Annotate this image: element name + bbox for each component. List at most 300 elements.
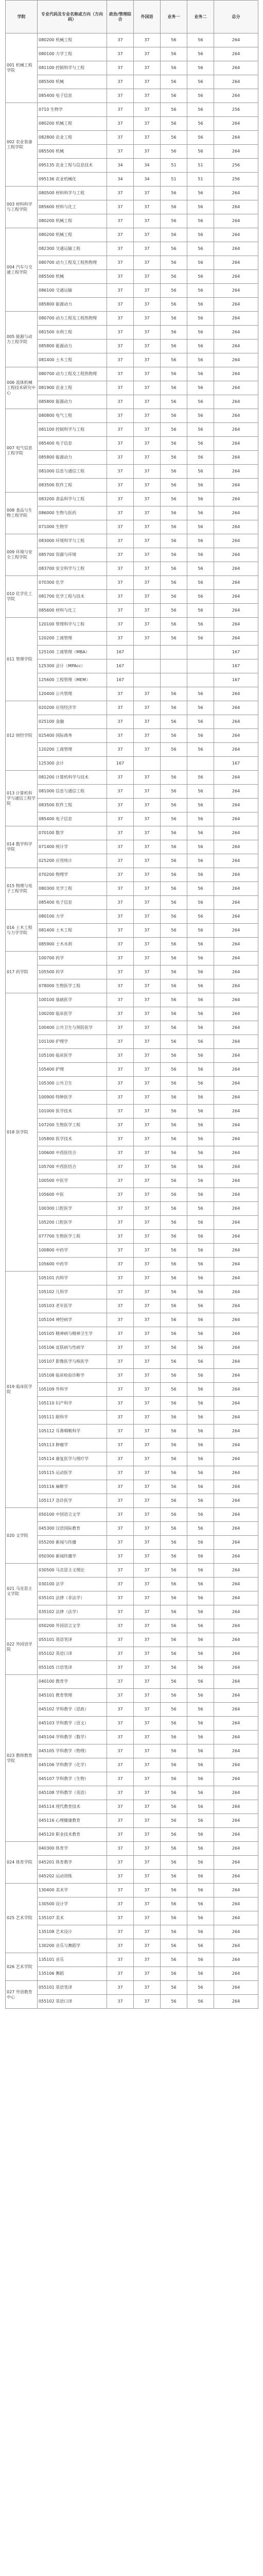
major-name: 085500 机械 (38, 75, 107, 89)
table-row (6, 1967, 258, 1981)
politics-score: 37 (107, 576, 134, 590)
politics-score: 34 (107, 159, 134, 173)
subject-one-score: 56 (161, 1341, 187, 1355)
subject-two-score: 56 (187, 1285, 214, 1299)
total-score: 264 (214, 1717, 258, 1731)
major-name: 105109 外科学 (38, 1383, 107, 1397)
major-name: 045106 学科教学（化学） (38, 1758, 107, 1772)
major-name: 071000 生物学 (38, 520, 107, 534)
total-score: 264 (214, 618, 258, 632)
table-row (6, 89, 258, 103)
politics-score: 167 (107, 659, 134, 673)
foreign-language-score: 37 (134, 1828, 161, 1842)
subject-two-score: 51 (187, 159, 214, 173)
foreign-language-score: 37 (134, 1578, 161, 1591)
table-row (6, 1466, 258, 1480)
total-score: 264 (214, 993, 258, 1007)
subject-one-score: 56 (161, 1897, 187, 1911)
foreign-language-score: 37 (134, 1605, 161, 1619)
major-name: 083700 安全科学与工程 (38, 562, 107, 576)
major-name: 100700 药学 (38, 952, 107, 965)
subject-two-score: 56 (187, 799, 214, 812)
politics-score: 37 (107, 548, 134, 562)
subject-one-score: 56 (161, 1953, 187, 1967)
politics-score: 37 (107, 1160, 134, 1174)
subject-one-score: 56 (161, 868, 187, 882)
major-name: 025200 应用统计 (38, 854, 107, 868)
table-row (6, 882, 258, 896)
table-row (6, 1494, 258, 1508)
politics-score: 37 (107, 1466, 134, 1480)
major-name: 085500 机械 (38, 270, 107, 284)
header-college: 学院 (6, 1, 38, 33)
politics-score: 37 (107, 1258, 134, 1272)
subject-two-score: 56 (187, 1132, 214, 1146)
major-name: 105103 老年医学 (38, 1299, 107, 1313)
subject-two-score: 56 (187, 1884, 214, 1897)
major-name: 081000 信息与通信工程 (38, 785, 107, 799)
subject-one-score: 56 (161, 1758, 187, 1772)
total-score: 264 (214, 61, 258, 75)
table-row (6, 1884, 258, 1897)
politics-score: 37 (107, 117, 134, 131)
subject-one-score: 56 (161, 938, 187, 952)
politics-score: 37 (107, 743, 134, 757)
major-name: 100500 中医学 (38, 1174, 107, 1188)
table-row (6, 771, 258, 785)
subject-one-score: 56 (161, 145, 187, 159)
subject-two-score: 56 (187, 534, 214, 548)
subject-one-score: 56 (161, 1049, 187, 1063)
major-name: 080100 力学工程 (38, 47, 107, 61)
college-name: 017 药学院 (6, 952, 38, 993)
politics-score: 37 (107, 187, 134, 200)
subject-two-score: 56 (187, 1897, 214, 1911)
politics-score: 37 (107, 1035, 134, 1049)
foreign-language-score: 37 (134, 1842, 161, 1856)
total-score: 264 (214, 1355, 258, 1369)
politics-score: 37 (107, 256, 134, 270)
subject-one-score: 56 (161, 61, 187, 75)
subject-two-score: 56 (187, 1814, 214, 1828)
politics-score: 37 (107, 590, 134, 604)
subject-two-score: 56 (187, 1397, 214, 1411)
table-row (6, 576, 258, 590)
subject-two-score: 56 (187, 1925, 214, 1939)
foreign-language-score: 37 (134, 1717, 161, 1731)
major-name: 086000 生物与医药 (38, 506, 107, 520)
politics-score: 37 (107, 785, 134, 799)
table-row (6, 1425, 258, 1438)
subject-two-score: 56 (187, 256, 214, 270)
subject-two-score: 56 (187, 1007, 214, 1021)
politics-score: 37 (107, 1397, 134, 1411)
college-name: 010 化学化工学院 (6, 576, 38, 618)
total-score: 167 (214, 646, 258, 659)
subject-one-score: 56 (161, 1272, 187, 1285)
politics-score: 37 (107, 618, 134, 632)
politics-score: 37 (107, 1063, 134, 1077)
politics-score: 37 (107, 1842, 134, 1856)
subject-one-score: 56 (161, 228, 187, 242)
foreign-language-score: 37 (134, 187, 161, 200)
foreign-language-score: 37 (134, 618, 161, 632)
major-name: 045102 学科教学（思政） (38, 1703, 107, 1717)
total-score: 264 (214, 548, 258, 562)
subject-two-score: 56 (187, 395, 214, 409)
total-score: 256 (214, 103, 258, 117)
foreign-language-score: 37 (134, 520, 161, 534)
total-score: 264 (214, 701, 258, 715)
foreign-language-score: 37 (134, 882, 161, 896)
subject-one-score: 56 (161, 1411, 187, 1425)
politics-score: 37 (107, 1341, 134, 1355)
table-row (6, 896, 258, 910)
table-row (6, 1522, 258, 1536)
subject-two-score: 56 (187, 367, 214, 381)
subject-two-score: 56 (187, 1174, 214, 1188)
politics-score: 37 (107, 1021, 134, 1035)
politics-score: 37 (107, 868, 134, 882)
foreign-language-score: 37 (134, 534, 161, 548)
foreign-language-score: 37 (134, 312, 161, 326)
subject-two-score: 56 (187, 1800, 214, 1814)
table-row (6, 1981, 258, 1995)
subject-one-score: 56 (161, 1925, 187, 1939)
subject-one-score: 56 (161, 1105, 187, 1118)
politics-score: 37 (107, 1411, 134, 1425)
foreign-language-score: 37 (134, 228, 161, 242)
major-name: 045116 心理健康教育 (38, 1814, 107, 1828)
table-row (6, 743, 258, 757)
table-row (6, 1911, 258, 1925)
subject-one-score: 56 (161, 1035, 187, 1049)
foreign-language-score: 37 (134, 1160, 161, 1174)
total-score: 264 (214, 1661, 258, 1675)
subject-two-score: 56 (187, 701, 214, 715)
subject-one-score: 56 (161, 1842, 187, 1856)
total-score: 264 (214, 1105, 258, 1118)
total-score: 264 (214, 1327, 258, 1341)
table-row (6, 1132, 258, 1146)
politics-score: 37 (107, 1522, 134, 1536)
major-name: 050100 中国语言文学 (38, 1508, 107, 1522)
foreign-language-score: 37 (134, 1939, 161, 1953)
table-row (6, 159, 258, 173)
subject-one-score: 56 (161, 1814, 187, 1828)
total-score: 264 (214, 1049, 258, 1063)
subject-two-score: 56 (187, 506, 214, 520)
major-name: 100300 口腔医学 (38, 1202, 107, 1216)
foreign-language-score: 37 (134, 1480, 161, 1494)
total-score: 264 (214, 1021, 258, 1035)
politics-score: 37 (107, 1355, 134, 1369)
subject-two-score: 56 (187, 479, 214, 493)
foreign-language-score: 37 (134, 910, 161, 924)
table-row (6, 854, 258, 868)
major-name: 135107 美术 (38, 1911, 107, 1925)
total-score: 264 (214, 312, 258, 326)
foreign-language-score: 37 (134, 604, 161, 618)
total-score: 264 (214, 423, 258, 437)
subject-two-score: 56 (187, 242, 214, 256)
subject-one-score: 56 (161, 701, 187, 715)
major-name: 080300 光学工程 (38, 882, 107, 896)
college-name: 020 文学院 (6, 1508, 38, 1564)
subject-two-score: 56 (187, 687, 214, 701)
foreign-language-score: 37 (134, 1591, 161, 1605)
foreign-language-score: 37 (134, 409, 161, 423)
politics-score: 167 (107, 757, 134, 771)
subject-two-score: 56 (187, 1021, 214, 1035)
subject-one-score: 56 (161, 1480, 187, 1494)
subject-two-score: 56 (187, 187, 214, 200)
subject-one-score: 56 (161, 1508, 187, 1522)
subject-one-score: 56 (161, 1355, 187, 1369)
total-score: 264 (214, 1438, 258, 1452)
subject-two-score: 56 (187, 1299, 214, 1313)
subject-one-score: 56 (161, 1911, 187, 1925)
header-subject-two: 业务二 (187, 1, 214, 33)
politics-score: 37 (107, 381, 134, 395)
foreign-language-score: 37 (134, 1703, 161, 1717)
table-row (6, 1160, 258, 1174)
table-row (6, 548, 258, 562)
table-row (6, 715, 258, 729)
total-score: 264 (214, 1299, 258, 1313)
politics-score: 37 (107, 131, 134, 145)
foreign-language-score: 34 (134, 173, 161, 187)
foreign-language-score: 37 (134, 145, 161, 159)
subject-one-score: 56 (161, 1731, 187, 1744)
subject-one-score: 56 (161, 1021, 187, 1035)
foreign-language-score: 37 (134, 465, 161, 479)
major-name: 055200 新闻与传播 (38, 1536, 107, 1550)
total-score: 264 (214, 1675, 258, 1689)
table-row (6, 534, 258, 548)
college-name: 006 流体机械工程技术研究中心 (6, 367, 38, 409)
politics-score: 37 (107, 1800, 134, 1814)
subject-one-score: 56 (161, 1146, 187, 1160)
subject-one-score: 56 (161, 1299, 187, 1313)
subject-two-score: 56 (187, 1578, 214, 1591)
major-name: 080200 机械工程 (38, 214, 107, 228)
table-row (6, 493, 258, 506)
subject-two-score: 56 (187, 979, 214, 993)
subject-one-score: 56 (161, 33, 187, 47)
politics-score: 37 (107, 938, 134, 952)
total-score: 264 (214, 896, 258, 910)
table-row (6, 1550, 258, 1564)
table-row (6, 1772, 258, 1786)
subject-one-score: 56 (161, 103, 187, 117)
subject-one-score: 51 (161, 159, 187, 173)
major-name: 025100 金融 (38, 715, 107, 729)
college-name: 019 临床医学院 (6, 1272, 38, 1508)
major-name: 080200 机械工程 (38, 117, 107, 131)
table-row (6, 131, 258, 145)
subject-one-score: 56 (161, 1522, 187, 1536)
subject-two-score: 56 (187, 451, 214, 465)
subject-two-score: 56 (187, 632, 214, 646)
politics-score: 37 (107, 61, 134, 75)
subject-one-score: 56 (161, 1077, 187, 1091)
foreign-language-score: 37 (134, 1188, 161, 1202)
college-name: 022 外国语学院 (6, 1619, 38, 1675)
table-row (6, 270, 258, 284)
total-score: 264 (214, 1856, 258, 1870)
total-score: 264 (214, 1953, 258, 1967)
subject-two-score: 56 (187, 910, 214, 924)
politics-score: 37 (107, 228, 134, 242)
politics-score: 37 (107, 298, 134, 312)
foreign-language-score: 37 (134, 952, 161, 965)
foreign-language-score (134, 646, 161, 659)
politics-score: 37 (107, 1049, 134, 1063)
table-row (6, 1216, 258, 1230)
subject-two-score: 56 (187, 868, 214, 882)
major-name: 080800 电气工程 (38, 409, 107, 423)
politics-score: 37 (107, 326, 134, 340)
foreign-language-score: 37 (134, 1313, 161, 1327)
foreign-language-score: 37 (134, 1550, 161, 1564)
table-row (6, 1870, 258, 1884)
total-score: 264 (214, 1466, 258, 1480)
politics-score: 37 (107, 284, 134, 298)
politics-score: 37 (107, 840, 134, 854)
college-name: 013 计算机科学与通信工程学院 (6, 771, 38, 826)
total-score: 264 (214, 882, 258, 896)
subject-one-score (161, 659, 187, 673)
table-row (6, 214, 258, 228)
politics-score: 37 (107, 1675, 134, 1689)
foreign-language-score: 37 (134, 1870, 161, 1884)
subject-two-score: 56 (187, 896, 214, 910)
table-row (6, 256, 258, 270)
subject-one-score: 56 (161, 965, 187, 979)
total-score: 264 (214, 1480, 258, 1494)
subject-two-score: 56 (187, 1675, 214, 1689)
subject-two-score: 56 (187, 1452, 214, 1466)
major-name: 0710 生物学 (38, 103, 107, 117)
total-score: 264 (214, 1578, 258, 1591)
header-row (6, 1, 258, 33)
college-name: 023 教师教育学院 (6, 1675, 38, 1842)
politics-score: 37 (107, 604, 134, 618)
subject-two-score: 56 (187, 1091, 214, 1105)
subject-two-score: 56 (187, 854, 214, 868)
table-row (6, 1591, 258, 1605)
subject-one-score: 56 (161, 715, 187, 729)
total-score: 264 (214, 1619, 258, 1633)
subject-one-score: 56 (161, 548, 187, 562)
major-name: 080700 动力工程及工程热物理 (38, 367, 107, 381)
major-name: 105116 麻醉学 (38, 1480, 107, 1494)
table-row (6, 1647, 258, 1661)
total-score: 264 (214, 1884, 258, 1897)
table-row (6, 1035, 258, 1049)
major-name: 105112 耳鼻咽喉科学 (38, 1425, 107, 1438)
college-name: 009 环境与安全工程学院 (6, 534, 38, 576)
major-name: 030100 法学 (38, 1578, 107, 1591)
total-score: 264 (214, 1494, 258, 1508)
college-name: 007 电气信息工程学院 (6, 409, 38, 493)
subject-one-score: 56 (161, 284, 187, 298)
foreign-language-score: 37 (134, 1494, 161, 1508)
politics-score: 37 (107, 1786, 134, 1800)
foreign-language-score: 37 (134, 1244, 161, 1258)
subject-one-score (161, 757, 187, 771)
politics-score: 37 (107, 1202, 134, 1216)
subject-two-score: 56 (187, 353, 214, 367)
subject-two-score (187, 757, 214, 771)
table-row (6, 1717, 258, 1731)
politics-score: 37 (107, 1007, 134, 1021)
total-score: 264 (214, 1188, 258, 1202)
subject-one-score: 56 (161, 840, 187, 854)
politics-score: 37 (107, 1285, 134, 1299)
header-subject-one: 业务一 (161, 1, 187, 33)
header-politics: 政治/管理综合 (107, 1, 134, 33)
foreign-language-score: 37 (134, 1786, 161, 1800)
major-name: 120100 管理科学与工程 (38, 618, 107, 632)
table-row (6, 910, 258, 924)
subject-one-score: 56 (161, 1591, 187, 1605)
total-score: 256 (214, 173, 258, 187)
subject-one-score: 56 (161, 1091, 187, 1105)
subject-one-score: 56 (161, 1397, 187, 1411)
subject-two-score: 56 (187, 520, 214, 534)
subject-two-score: 56 (187, 1828, 214, 1842)
subject-one-score: 56 (161, 1216, 187, 1230)
subject-one-score: 56 (161, 562, 187, 576)
total-score: 264 (214, 326, 258, 340)
subject-one-score: 56 (161, 1939, 187, 1953)
foreign-language-score: 37 (134, 993, 161, 1007)
major-name: 025400 国际商务 (38, 729, 107, 743)
subject-two-score: 56 (187, 1758, 214, 1772)
politics-score: 37 (107, 1717, 134, 1731)
foreign-language-score: 37 (134, 1021, 161, 1035)
subject-two-score: 56 (187, 1327, 214, 1341)
politics-score: 37 (107, 1299, 134, 1313)
subject-two-score: 56 (187, 1953, 214, 1967)
subject-one-score: 56 (161, 131, 187, 145)
subject-two-score: 56 (187, 924, 214, 938)
foreign-language-score: 37 (134, 61, 161, 75)
subject-two-score: 56 (187, 340, 214, 353)
table-row (6, 340, 258, 353)
table-row (6, 1146, 258, 1160)
foreign-language-score: 37 (134, 1731, 161, 1744)
politics-score: 37 (107, 1272, 134, 1285)
subject-one-score: 56 (161, 451, 187, 465)
foreign-language-score: 37 (134, 1035, 161, 1049)
major-name: 081500 水利工程 (38, 326, 107, 340)
subject-one-score: 56 (161, 1995, 187, 2009)
table-row (6, 687, 258, 701)
politics-score: 37 (107, 1814, 134, 1828)
foreign-language-score: 37 (134, 1230, 161, 1244)
major-name: 085800 能源动力 (38, 395, 107, 409)
major-name: 055105 日语笔译 (38, 1661, 107, 1675)
college-name: 008 食品与生物工程学院 (6, 493, 38, 534)
subject-one-score: 56 (161, 785, 187, 799)
table-row (6, 1800, 258, 1814)
foreign-language-score: 37 (134, 326, 161, 340)
politics-score: 37 (107, 1870, 134, 1884)
total-score: 264 (214, 228, 258, 242)
